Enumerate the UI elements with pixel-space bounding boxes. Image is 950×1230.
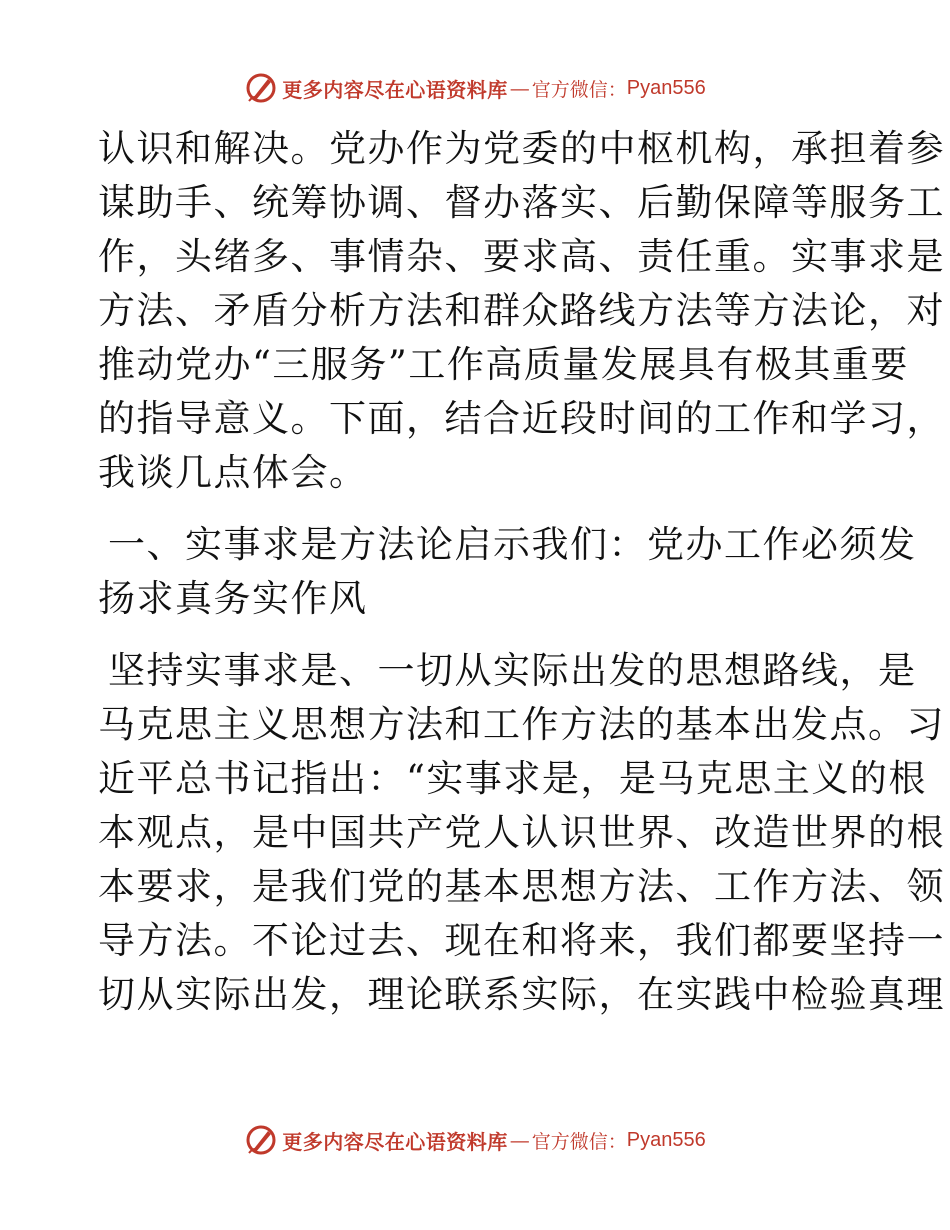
text-line: 认识和解决。党办作为党委的中枢机构，承担着参 [98,127,945,170]
text-line: 坚持实事求是、一切从实际出发的思想路线，是 [108,649,917,692]
text-line: 近平总书记指出：“实事求是，是马克思主义的根 [98,757,927,800]
paragraph-1 [98,122,945,500]
text-line: 导方法。不论过去、现在和将来，我们都要坚持一 [98,919,945,962]
banner-text: 更多内容尽在心语资料库 [282,1129,508,1154]
banner-contact-label: 官方微信： [531,78,627,101]
text-line: 马克思主义思想方法和工作方法的基本出发点。习 [98,703,945,746]
section-heading-1 [98,518,917,626]
banner-contact-label: 官方微信： [531,1130,627,1153]
text-line: 作，头绪多、事情杂、要求高、责任重。实事求是 [98,235,945,278]
paragraph-2 [98,644,945,1022]
text-line: 推动党办“三服务”工作高质量发展具有极其重要 [98,343,909,386]
text-line: 本观点，是中国共产党人认识世界、改造世界的根 [98,811,945,854]
heading-line: 扬求真务实作风 [98,577,368,620]
quill-pen-logo-icon [244,71,278,105]
text-line: 切从实际出发，理论联系实际，在实践中检验真理 [98,973,945,1016]
banner-separator: — [509,76,530,100]
header-banner [0,68,950,108]
text-line: 谋助手、统筹协调、督办落实、后勤保障等服务工 [98,181,945,224]
document-body [98,122,945,1022]
text-line: 方法、矛盾分析方法和群众路线方法等方法论，对 [98,289,945,332]
text-line: 我谈几点体会。 [98,451,368,494]
banner-contact-id: Pyan556 [626,1128,706,1151]
banner-text: 更多内容尽在心语资料库 [282,77,508,102]
banner-contact-id: Pyan556 [626,76,706,99]
banner-separator: — [509,1128,530,1152]
footer-banner [0,1120,950,1160]
quill-pen-logo-icon [244,1123,278,1157]
text-line: 的指导意义。下面，结合近段时间的工作和学习， [98,397,945,440]
heading-line: 一、实事求是方法论启示我们：党办工作必须发 [108,523,917,566]
text-line: 本要求，是我们党的基本思想方法、工作方法、领 [98,865,945,908]
